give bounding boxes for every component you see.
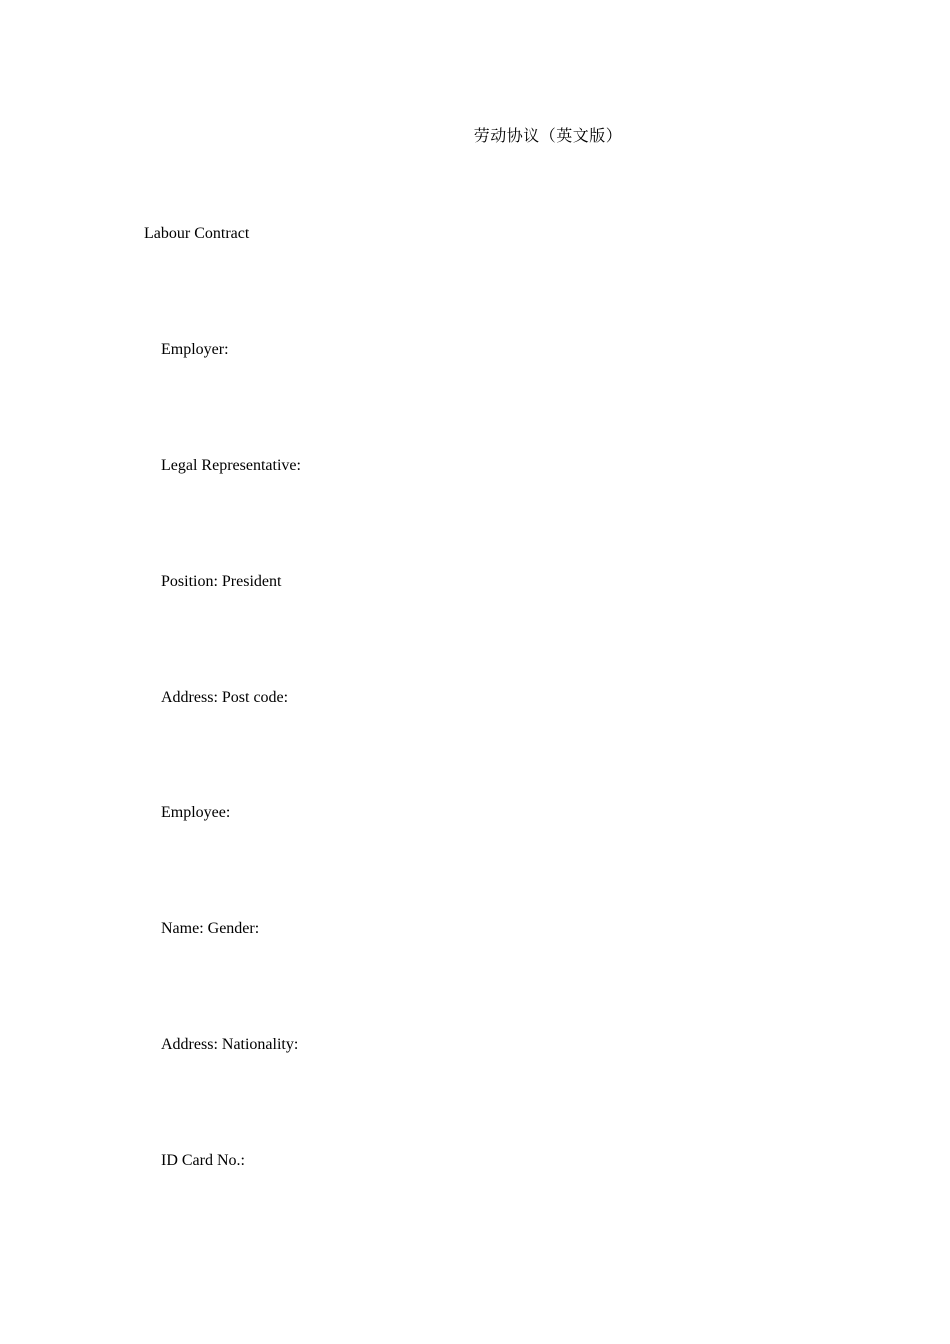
position-line: Position: President: [161, 573, 282, 590]
contract-title: Labour Contract: [144, 225, 250, 242]
name-gender-line: Name: Gender:: [161, 920, 260, 937]
employer-address-line: Address: Post code:: [161, 689, 289, 706]
chinese-title: 劳动协议（英文版）: [473, 126, 623, 145]
employee-address-line: Address: Nationality:: [161, 1036, 299, 1053]
employer-line: Employer:: [161, 341, 229, 358]
employee-line: Employee:: [161, 804, 231, 821]
id-card-line: ID Card No.:: [161, 1152, 245, 1169]
legal-representative-line: Legal Representative:: [161, 457, 301, 474]
